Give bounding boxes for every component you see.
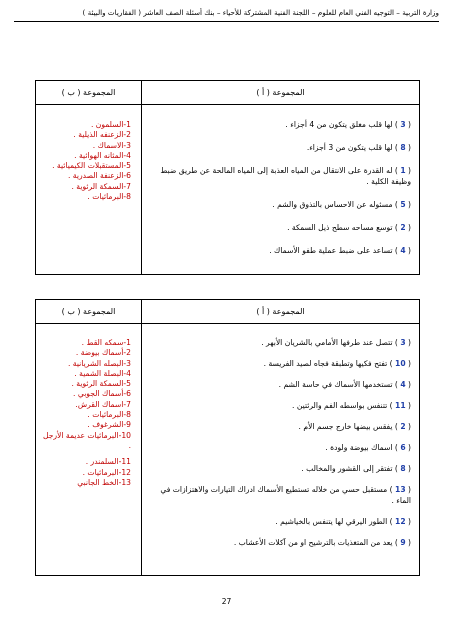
question-item: ( 4 ) تستخدمها الأسماك في حاسة الشم . xyxy=(278,380,411,389)
column-header-group-b: المجموعة ( ب ) xyxy=(36,81,142,105)
column-header-group-a: المجموعة ( أ ) xyxy=(142,300,420,324)
page-header: وزارة التربية – التوجيه الفني العام للعلوم – اللجنة الفنية المشتركة للأحياء – بنك أسئلة الصف العاشر ( الفقاريات والبيئة ) xyxy=(82,8,439,17)
answer-item: 6-الزعنفة الصدرية . xyxy=(67,171,131,181)
answer-item: 2-أسماك بيوضة . xyxy=(75,348,131,358)
answer-item: 7-السمكة الرئوية . xyxy=(71,181,131,191)
answer-item: 12-البرمائيات . xyxy=(82,467,131,477)
answer-item: 6-أسماك الجوبي . xyxy=(73,389,131,399)
answer-item: 3-البصله الشريانية . xyxy=(67,358,131,368)
question-item: ( 3 ) تتصل عند طرفها الأمامي بالشريان الأبهر . xyxy=(261,338,411,347)
header-divider xyxy=(14,21,439,22)
question-item: ( 5 ) مسئوله عن الاحساس بالتذوق والشم . xyxy=(272,200,411,209)
question-item: ( 6 ) اسماك بيوضة ولودة . xyxy=(325,443,411,452)
answer-item: 11-السلمندر . xyxy=(85,457,131,467)
question-item: ( 11 ) تتنفس بواسطه الفم والرئتين . xyxy=(292,401,411,410)
matching-table-1 xyxy=(35,80,420,275)
column-header-group-a: المجموعة ( أ ) xyxy=(142,81,420,105)
answer-item: 7-اسماك القرش. xyxy=(75,399,131,409)
answer-item: 2-الزعنفه الذيلية . xyxy=(73,130,131,140)
question-item: ( 1 ) له القدرة على الانتقال من المياه العذبة إلى المياه المالحة عن طريق ضبط وظيفة الكلية . xyxy=(160,166,411,186)
answer-item: 4-البصلة الشمية . xyxy=(74,368,131,378)
answer-item: 8-البرمائيات . xyxy=(87,410,131,420)
answer-item: 4-المثانه الهوائية . xyxy=(74,150,131,160)
group-a-cell xyxy=(142,324,420,576)
question-item: ( 13 ) مستقبل حسي من خلاله تستطيع الأسماك ادراك التيارات والاهتزازات في الماء . xyxy=(160,485,411,505)
question-item: ( 9 ) يعد من المتغذيات بالترشيح او من آكلات الأعشاب . xyxy=(233,538,411,547)
question-item: ( 8 ) لها قلب يتكون من 3 أجزاء. xyxy=(306,143,411,152)
column-header-group-b: المجموعة ( ب ) xyxy=(36,300,142,324)
answer-item: 5-المستقبلات الكيميائية . xyxy=(52,161,131,171)
answer-item: . xyxy=(128,440,131,450)
question-item: ( 4 ) تساعد على ضبط عملية طفو الأسماك . xyxy=(269,246,411,255)
answer-item: 1-سمكه القط . xyxy=(81,338,131,347)
answer-item: 1-السلمون . xyxy=(90,120,131,129)
answer-item: 10-البرمائيات عديمة الأرجل xyxy=(42,430,131,440)
question-item: ( 10 ) تفتح فكيها وتطبقة فجاه لصيد الفريسة . xyxy=(263,359,411,368)
page-number: 27 xyxy=(221,597,232,606)
group-b-cell xyxy=(36,324,142,576)
question-item: ( 2 ) يفقس بيضها خارج جسم الأم . xyxy=(298,422,411,431)
question-item: ( 8 ) تفتقر إلى القشور والمخالب . xyxy=(301,464,411,473)
answer-item: 3-الاسماك . xyxy=(92,140,131,150)
matching-table-2 xyxy=(35,299,420,576)
answer-item: 5-السمكة الرئوية . xyxy=(71,379,131,389)
question-item: ( 2 ) توسع مساحه سطح ذيل السمكة . xyxy=(287,223,411,232)
group-b-cell xyxy=(36,105,142,275)
answer-item: 8-البرمائيات . xyxy=(87,192,131,202)
question-item: ( 12 ) الطور اليرقي لها يتنفس بالخياشيم . xyxy=(275,517,411,526)
question-item: ( 3 ) لها قلب مغلق يتكون من 4 أجزاء . xyxy=(285,120,411,129)
answer-item: 13-الخط الجانبي xyxy=(77,477,131,487)
answer-item: 9-الشرغوف . xyxy=(87,420,131,430)
group-a-cell xyxy=(142,105,420,275)
